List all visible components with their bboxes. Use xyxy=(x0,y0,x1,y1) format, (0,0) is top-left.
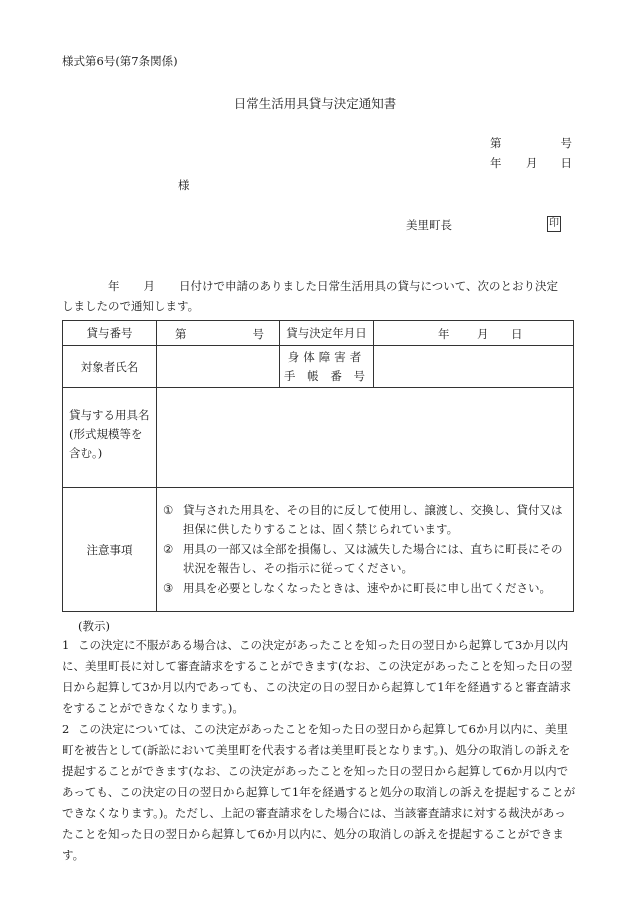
intro-paragraph xyxy=(62,276,574,316)
intro-year: 年 xyxy=(108,279,120,293)
note-item xyxy=(163,540,567,579)
notes-content xyxy=(157,488,574,612)
disability-label: 身体障害者 手 帳 番 号 xyxy=(280,346,374,388)
note-text: 貸与された用具を、その目的に反して使用し、譲渡し、交換し、貸付又は担保に供したりすることは、固く禁じられています。 xyxy=(183,502,563,537)
intro-month: 月 xyxy=(143,279,155,293)
date-month: 月 xyxy=(526,156,538,170)
decision-date-label: 貸与決定年月日 xyxy=(280,321,374,346)
row-subject xyxy=(63,346,574,388)
date-year: 年 xyxy=(490,156,502,170)
notes-list xyxy=(157,495,573,605)
intro-text-2: しましたので通知します。 xyxy=(62,299,200,313)
number-prefix: 第 xyxy=(490,136,502,150)
note-number: ① xyxy=(163,502,174,517)
note-item xyxy=(163,501,567,540)
decision-table xyxy=(62,320,574,612)
number-suffix: 号 xyxy=(560,136,572,150)
loan-number-value: 第 号 xyxy=(157,321,280,346)
item-value xyxy=(157,388,574,488)
date-day: 日 xyxy=(560,156,572,170)
row-item xyxy=(63,388,574,488)
teaching-item-2: 2 この決定については、この決定があったことを知った日の翌日から起算して6か月以内に、美里町を被告として(訴訟において美里町を代表する者は美里町長となります。)、処分の取消しの訴えを提起することができます(なお、この決定があったことを知った日の翌日から起算して6か月以内であっても、この決定の日の翌日から起算して1年を経過すると処分の取消しの訴えを提起することができなくなります。)。ただし、上記の審査請求をした場合には、当該審査請求に対する裁決があったことを知った日の翌日から起算して6か月以内に、処分の取消しの訴えを提起することができます。 xyxy=(62,722,576,862)
note-text: 用具を必要としなくなったときは、速やかに町長に申し出てください。 xyxy=(183,580,551,595)
loan-number-label: 貸与番号 xyxy=(63,321,157,346)
note-item xyxy=(163,579,567,599)
row-loan-number xyxy=(63,321,574,346)
document-title: 日常生活用具貸与決定通知書 xyxy=(233,96,397,111)
addressee-suffix: 様 xyxy=(178,178,190,192)
decision-date-value: 年 月 日 xyxy=(374,321,574,346)
seal-box: 印 xyxy=(547,216,561,232)
subject-name-value xyxy=(157,346,280,388)
notes-label: 注意事項 xyxy=(63,488,157,612)
subject-name-label: 対象者氏名 xyxy=(63,346,157,388)
form-number: 様式第6号(第7条関係) xyxy=(62,54,178,68)
row-notes xyxy=(63,488,574,612)
intro-text-1: 日付けで申請のありました日常生活用具の貸与について、次のとおり決定 xyxy=(179,279,559,293)
teaching-item-1: 1 この決定に不服がある場合は、この決定があったことを知った日の翌日から起算して3か月以内に、美里町長に対して審査請求をすることができます(なお、この決定があったことを知った日の翌日から起算して3か月以内であっても、この決定の日の翌日から起算して1年を経過すると審査請求をすることができなくなります。)。 xyxy=(62,638,573,715)
note-text: 用具の一部又は全部を損傷し、又は滅失した場合には、直ちに町長にその状況を報告し、その指示に従ってください。 xyxy=(183,541,563,576)
disability-value xyxy=(374,346,574,388)
teaching-heading: (教示) xyxy=(78,619,110,633)
item-label: 貸与する用具名 (形式規模等を 含む。) xyxy=(63,388,157,488)
note-number: ③ xyxy=(163,580,174,595)
note-number: ② xyxy=(163,541,174,556)
issuer: 美里町長 xyxy=(406,218,452,232)
